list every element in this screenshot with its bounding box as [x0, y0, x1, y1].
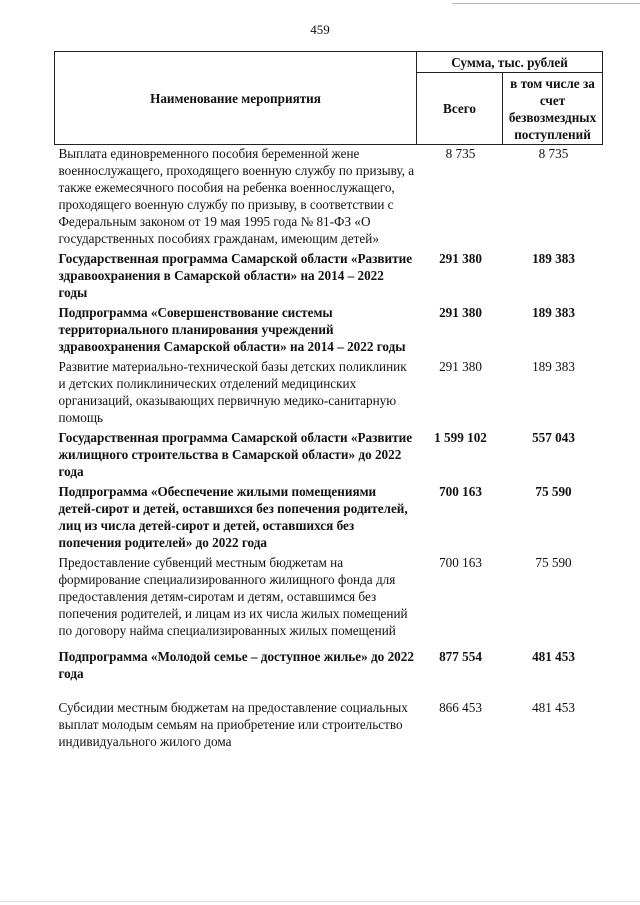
- row-total: 877 554: [439, 649, 482, 664]
- row-name: Развитие материально-технической базы детских поликлиник и детских поликлинических отделений медицинских организаций, оказывающих первичную медико-санитарную помощь: [58, 359, 407, 425]
- row-total: 1 599 102: [434, 430, 487, 445]
- row-total: 700 163: [439, 484, 482, 499]
- table-row: [55, 304, 603, 358]
- table-row: [55, 685, 603, 753]
- table-row: [55, 429, 603, 483]
- row-total: 291 380: [439, 251, 482, 266]
- row-gratuitous: 189 383: [532, 359, 575, 374]
- row-total: 291 380: [439, 305, 482, 320]
- row-gratuitous: 8 735: [538, 146, 569, 161]
- page-number: 459: [310, 22, 330, 37]
- row-gratuitous: 75 590: [535, 484, 572, 499]
- row-total: 700 163: [439, 555, 482, 570]
- row-total: 8 735: [445, 146, 476, 161]
- table-body: [55, 145, 603, 754]
- row-gratuitous: 75 590: [535, 555, 572, 570]
- row-gratuitous: 557 043: [532, 430, 575, 445]
- scan-artifact-line: [0, 901, 640, 902]
- header-total: Всего: [417, 73, 503, 145]
- table-row: [55, 250, 603, 304]
- row-total: 291 380: [439, 359, 482, 374]
- row-gratuitous: 189 383: [532, 251, 575, 266]
- row-name: Субсидии местным бюджетам на предоставление социальных выплат молодым семьям на приобретение или строительство индивидуального жилого дома: [58, 700, 408, 749]
- row-name: Государственная программа Самарской области «Развитие здравоохранения в Самарской области» на 2014 – 2022 годы: [58, 251, 413, 300]
- table-row: [55, 483, 603, 554]
- row-name: Подпрограмма «Молодой семье – доступное жилье» до 2022 года: [58, 649, 414, 681]
- header-including-gratuitous: в том числе за счет безвозмездных поступлений: [503, 73, 603, 145]
- row-gratuitous: 481 453: [532, 700, 575, 715]
- table-row: [55, 642, 603, 685]
- row-name: Предоставление субвенций местным бюджетам на формирование специализированного жилищного фонда для предоставления детям-сиротам и детям, оставшимся без попечения родителей, и лицам из их числа жилых помещений по договору найма специализированных жилых помещений: [58, 555, 408, 638]
- scan-artifact-line: [452, 3, 640, 4]
- table-row: [55, 358, 603, 429]
- row-name: Государственная программа Самарской области «Развитие жилищного строительства в Самарской области» до 2022 года: [58, 430, 413, 479]
- row-total: 866 453: [439, 700, 482, 715]
- row-gratuitous: 481 453: [532, 649, 575, 664]
- table-row: [55, 145, 603, 251]
- header-sum-group: Сумма, тыс. рублей: [417, 52, 603, 73]
- table-row: [55, 554, 603, 642]
- header-name: Наименование мероприятия: [55, 52, 417, 145]
- table-header: [55, 52, 603, 145]
- row-name: Выплата единовременного пособия беременной жене военнослужащего, проходящего военную службу по призыву, а также ежемесячного пособия на ребенка военнослужащего, проходящего военную службу по призыву, в соответствии с Федеральным законом от 19 мая 1995 года № 81-ФЗ «О государственных пособиях гражданам, имеющим детей»: [58, 146, 415, 246]
- row-gratuitous: 189 383: [532, 305, 575, 320]
- row-name: Подпрограмма «Совершенствование системы территориального планирования учреждений здравоохранения Самарской области» на 2014 – 2022 годы: [58, 305, 406, 354]
- budget-table: [54, 51, 603, 753]
- row-name: Подпрограмма «Обеспечение жилыми помещениями детей-сирот и детей, оставшихся без попечения родителей, лиц из числа детей-сирот и детей, оставшихся без попечения родителей» до 2022 года: [58, 484, 408, 550]
